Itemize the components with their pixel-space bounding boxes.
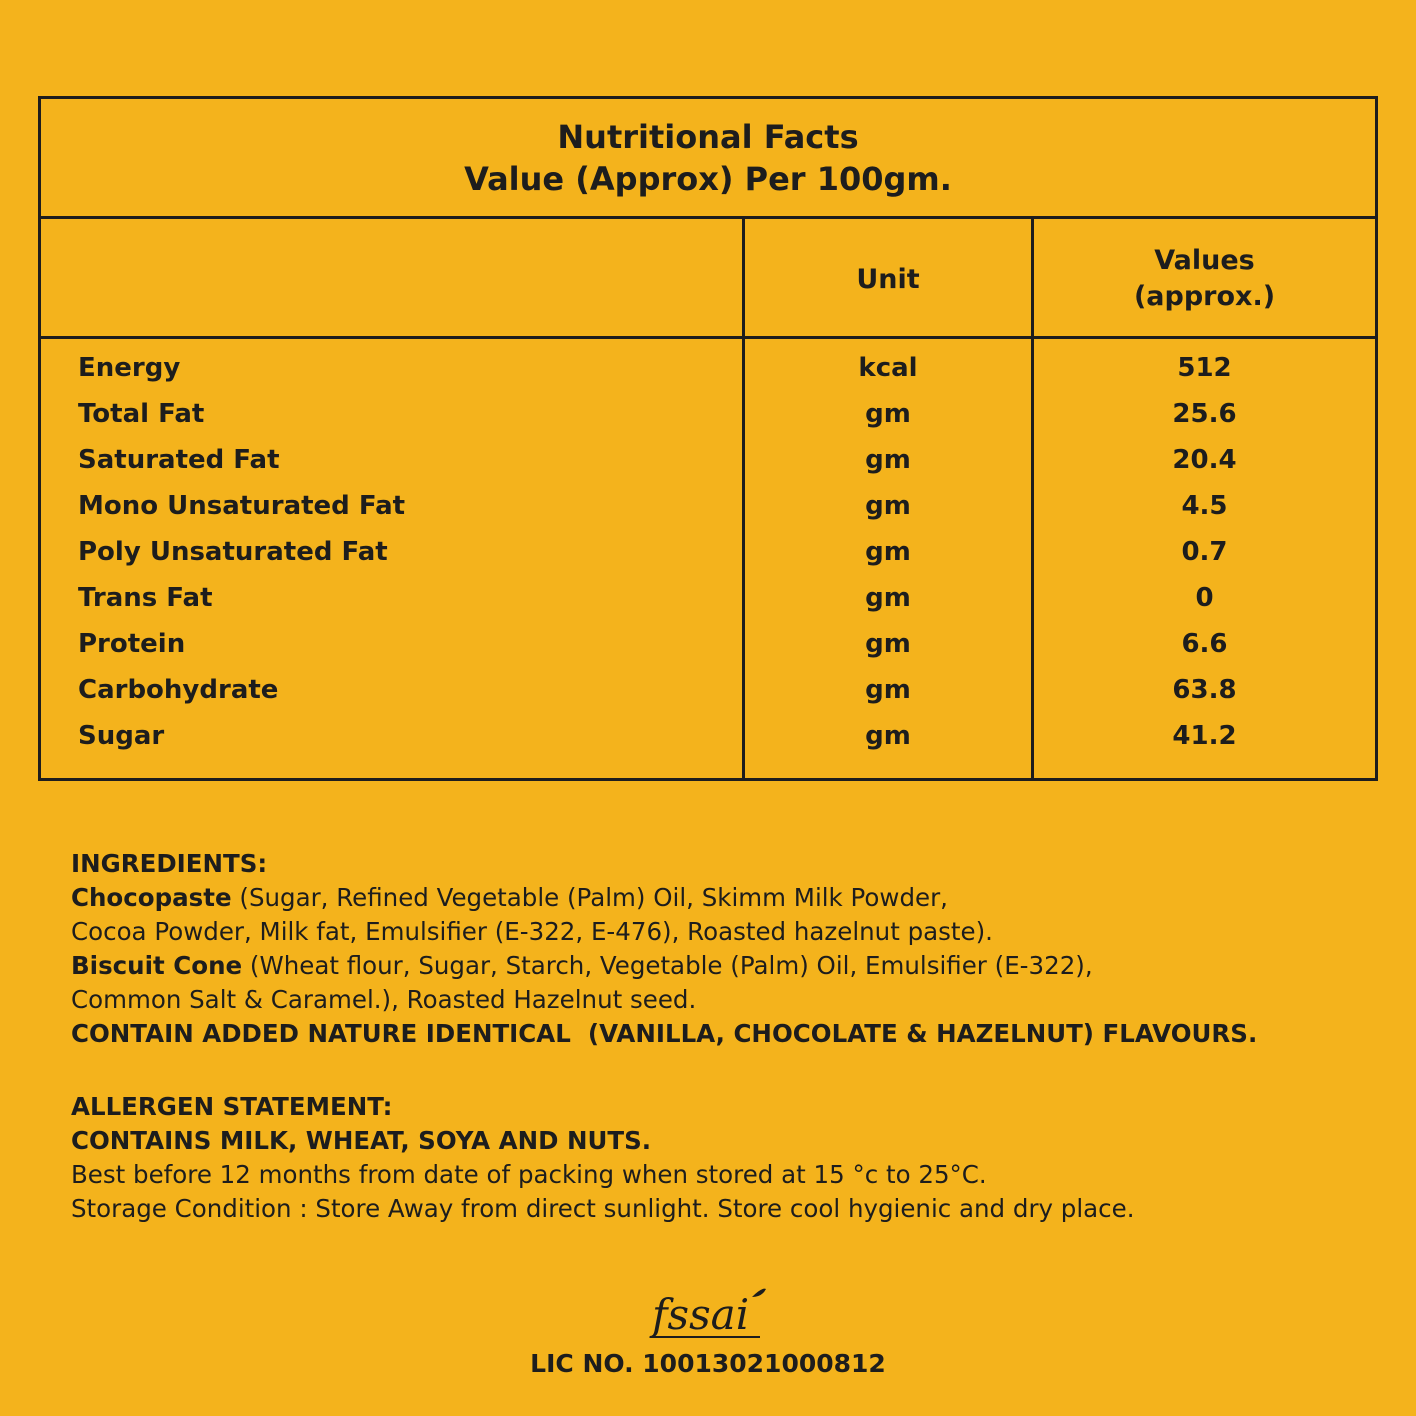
nutrient-value: 512 [1177, 353, 1232, 383]
header-unit: Unit [856, 263, 920, 295]
nutrient-name: Poly Unsaturated Fat [78, 537, 388, 567]
biscuit-text2: Common Salt & Caramel.), Roasted Hazelnut seed. [71, 985, 697, 1014]
nutrient-name: Saturated Fat [78, 445, 280, 475]
nutrient-value: 63.8 [1172, 675, 1237, 705]
biscuit-text1: (Wheat flour, Sugar, Starch, Vegetable (Palm) Oil, Emulsifier (E-322), [242, 951, 1093, 980]
nutrient-unit: gm [865, 629, 911, 659]
nutrient-unit: gm [865, 675, 911, 705]
chocopaste-text1: (Sugar, Refined Vegetable (Palm) Oil, Skimm Milk Powder, [231, 883, 948, 912]
chocopaste-label: Chocopaste [71, 883, 232, 912]
nutrient-unit: gm [865, 399, 911, 429]
nutrient-unit: gm [865, 491, 911, 521]
nutrient-value: 0 [1195, 583, 1214, 613]
header-values [1034, 222, 1375, 336]
biscuit-label: Biscuit Cone [71, 951, 243, 980]
header-divider [41, 336, 1375, 339]
fssai-leaf-icon [752, 1289, 766, 1297]
header-values-line2: (approx.) [1133, 281, 1276, 312]
nutrient-unit: gm [865, 721, 911, 751]
table-row [41, 621, 1375, 667]
table-row [41, 575, 1375, 621]
chocopaste-text2: Cocoa Powder, Milk fat, Emulsifier (E-322, E-476), Roasted hazelnut paste). [71, 917, 993, 946]
nutrient-name: Carbohydrate [78, 675, 279, 705]
header-values-line1: Values [1154, 245, 1255, 276]
flavours-statement: CONTAIN ADDED NATURE IDENTICAL (VANILLA, CHOCOLATE & HAZELNUT) FLAVOURS. [71, 1019, 1258, 1048]
nutrient-value: 0.7 [1181, 537, 1228, 567]
nutrition-title [41, 99, 1375, 219]
fssai-logo [640, 1285, 780, 1345]
table-row [41, 483, 1375, 529]
nutrient-name: Mono Unsaturated Fat [78, 491, 406, 521]
nutrition-rows [41, 345, 1375, 759]
best-before: Best before 12 months from date of packing when stored at 15 °c to 25°C. [71, 1160, 987, 1189]
table-row [41, 345, 1375, 391]
allergen-contains: CONTAINS MILK, WHEAT, SOYA AND NUTS. [71, 1126, 652, 1155]
nutrient-value: 4.5 [1181, 491, 1228, 521]
table-row [41, 391, 1375, 437]
biscuit-line1 [71, 949, 1371, 983]
fssai-logo-text: fssai [652, 1290, 750, 1339]
nutrient-name: Protein [78, 629, 186, 659]
table-row [41, 529, 1375, 575]
nutrient-name: Total Fat [78, 399, 205, 429]
table-row [41, 667, 1375, 713]
table-row [41, 713, 1375, 759]
nutrient-value: 20.4 [1172, 445, 1237, 475]
nutrition-table [38, 96, 1378, 781]
storage-condition: Storage Condition : Store Away from direct sunlight. Store cool hygienic and dry place. [71, 1194, 1135, 1223]
nutrient-unit: gm [865, 537, 911, 567]
nutrient-value: 6.6 [1181, 629, 1228, 659]
nutrient-unit: kcal [858, 353, 918, 383]
chocopaste-line1 [71, 881, 1371, 915]
license-number: LIC NO. 10013021000812 [530, 1349, 886, 1378]
nutrient-unit: gm [865, 445, 911, 475]
ingredients-section [71, 847, 1371, 1051]
allergen-section [71, 1090, 1371, 1226]
allergen-heading: ALLERGEN STATEMENT: [71, 1092, 393, 1121]
nutrition-title-line2: Value (Approx) Per 100gm. [464, 159, 952, 198]
nutrient-name: Energy [78, 353, 181, 383]
nutrient-name: Sugar [78, 721, 165, 751]
table-row [41, 437, 1375, 483]
nutrition-title-line1: Nutritional Facts [557, 117, 859, 156]
nutrient-value: 41.2 [1172, 721, 1237, 751]
ingredients-heading: INGREDIENTS: [71, 849, 268, 878]
nutrient-value: 25.6 [1172, 399, 1237, 429]
nutrient-name: Trans Fat [78, 583, 213, 613]
nutrient-unit: gm [865, 583, 911, 613]
